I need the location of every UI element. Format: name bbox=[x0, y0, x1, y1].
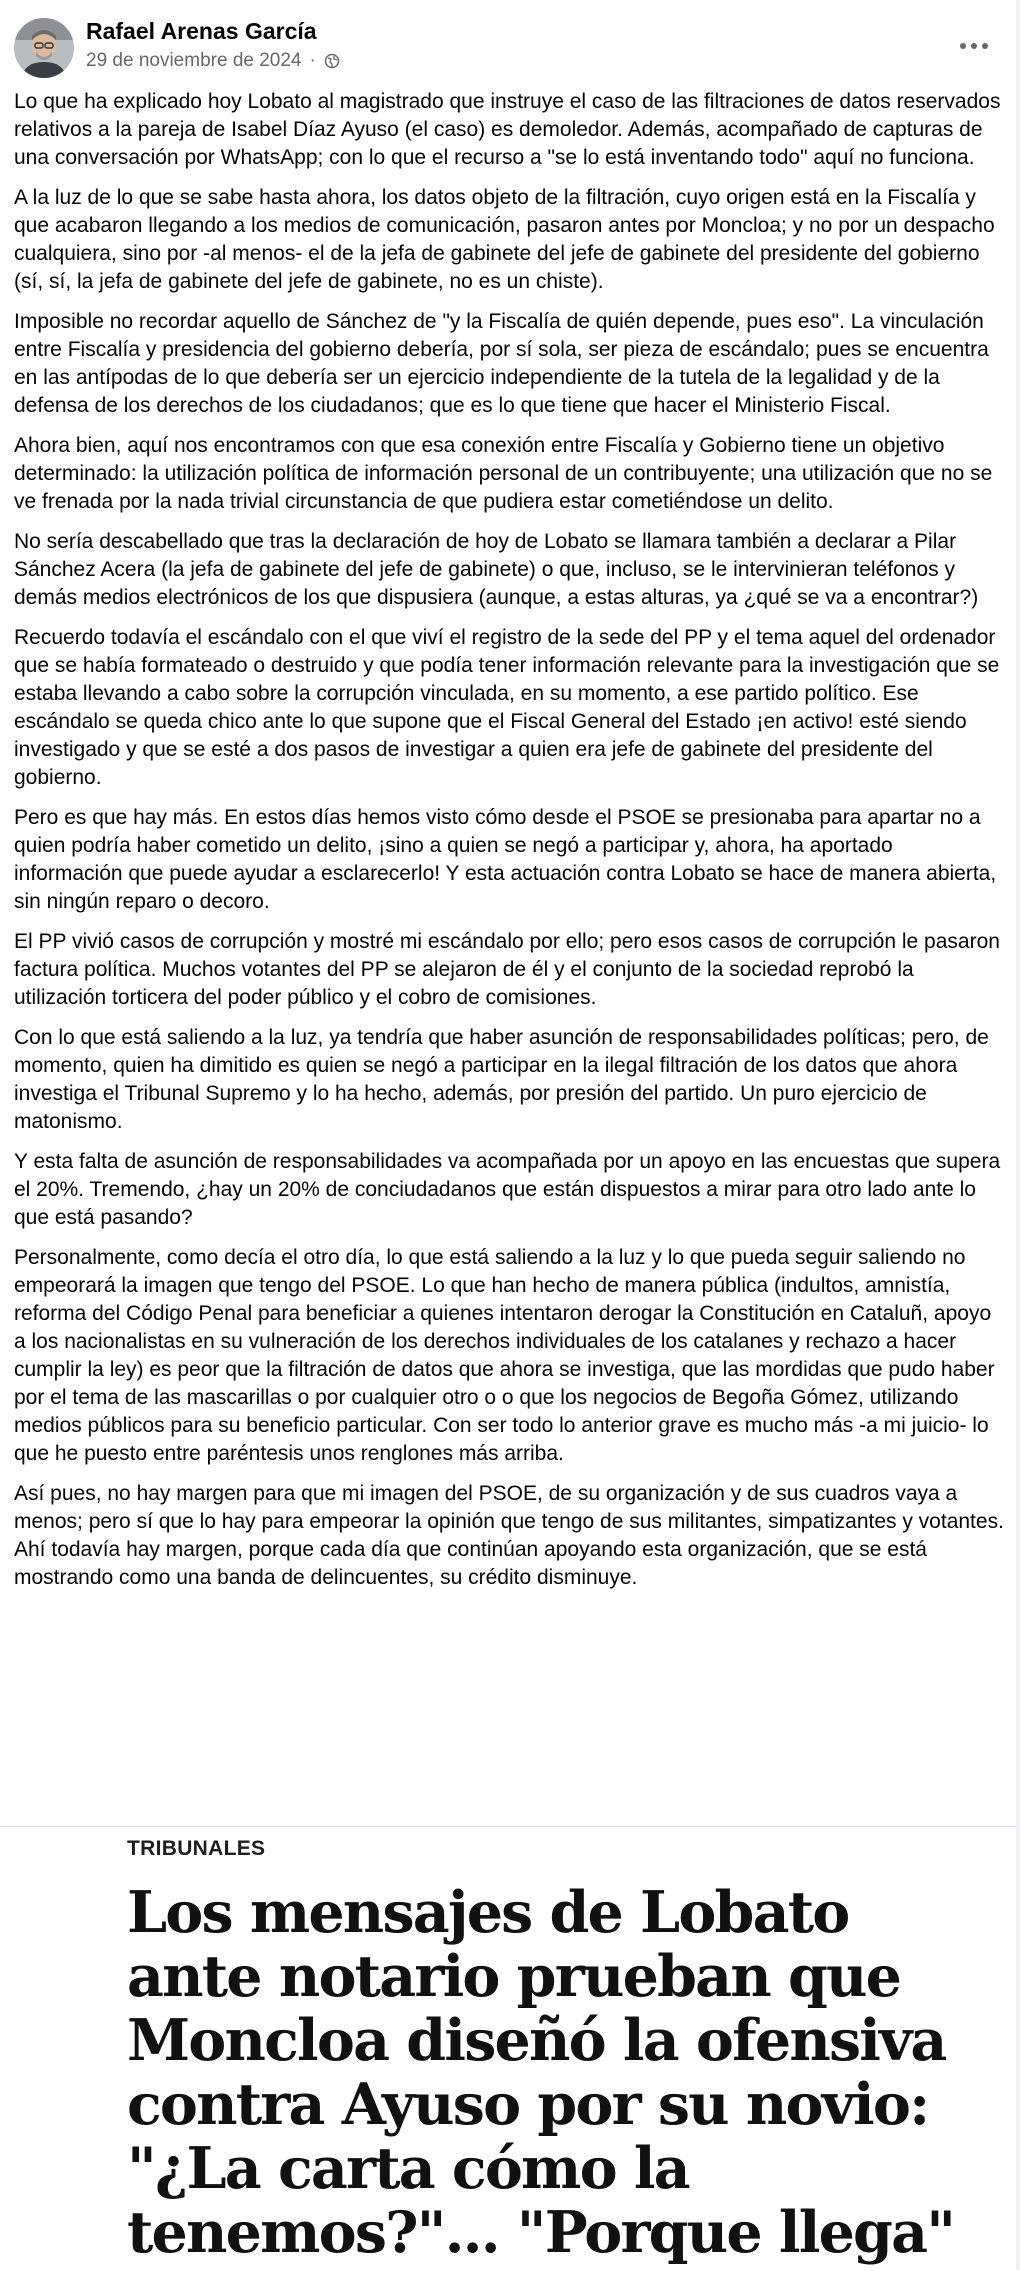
meta-separator: · bbox=[309, 50, 316, 71]
post-paragraph: Personalmente, como decía el otro día, lo que está saliendo a la luz y lo que pueda seguir saliendo no empeorará la imagen que tengo del PSOE. Lo que han hecho de manera pública (indultos, amnistía, reforma del Código Penal para beneficiar a quienes intentaron derogar la Constitución en Cataluñ, apoyo a los nacionalistas en su vulneración de los derechos individuales de los catalanes y rechazo a hacer cumplir la ley) es peor que la filtración de datos que ahora se investiga, que las mordidas que pudo haber por el tema de las mascarillas o por cualquier otro o o que los negocios de Begoña Gómez, utilizando medios públicos para su beneficio particular. Con ser todo lo anterior grave es mucho más -a mi juicio- lo que he puesto entre paréntesis unos renglones más arriba. bbox=[14, 1246, 995, 1465]
post-paragraph: No sería descabellado que tras la declaración de hoy de Lobato se llamara también a declarar a Pilar Sánchez Acera (la jefa de gabinete del jefe de gabinete) o que, incluso, se le intervinieran teléfonos y demás medios electrónicos de los que dispusiera (aunque, a estas alturas, ya ¿qué se va a encontrar?) bbox=[14, 530, 979, 609]
more-dot bbox=[971, 43, 977, 49]
post-paragraph: Así pues, no hay margen para que mi imagen del PSOE, de su organización y de sus cuadros vaya a menos; pero sí que lo hay para empeorar la opinión que tengo de sus militantes, simpatizantes y votantes. Ahí todavía hay margen, porque cada día que continúan apoyando esta organización, que se está mostrando como una banda de delincuentes, su crédito disminuye. bbox=[14, 1482, 1004, 1589]
more-dot bbox=[982, 43, 988, 49]
post-body bbox=[14, 88, 1006, 1604]
post-header bbox=[14, 14, 1006, 82]
avatar-photo bbox=[14, 18, 74, 78]
more-options-button[interactable] bbox=[952, 30, 996, 62]
post-paragraph: Imposible no recordar aquello de Sánchez de "y la Fiscalía de quién depende, pues eso". La vinculación entre Fiscalía y presidencia del gobierno debería, por sí sola, ser pieza de escándalo; pues se encuentra en las antípodas de lo que debería ser un ejercicio independiente de la tutela de la legalidad y de la defensa de los derechos de los ciudadanos; que es lo que tiene que hacer el Ministerio Fiscal. bbox=[14, 310, 989, 417]
post-paragraph: Ahora bien, aquí nos encontramos con que esa conexión entre Fiscalía y Gobierno tiene un objetivo determinado: la utilización política de información personal de un contribuyente; una utilización que no se ve frenada por la nada trivial circunstancia de que pudiera estar cometiéndose un delito. bbox=[14, 434, 993, 513]
post-paragraph: A la luz de lo que se sabe hasta ahora, los datos objeto de la filtración, cuyo origen está en la Fiscalía y que acabaron llegando a los medios de comunicación, pasaron antes por Moncloa; y no por un despacho cualquiera, sino por -al menos- el de la jefa de gabinete del jefe de gabinete del presidente del gobierno (sí, sí, la jefa de gabinete del jefe de gabinete, no es un chiste). bbox=[14, 186, 995, 293]
more-horizontal-icon bbox=[960, 43, 966, 49]
article-section-label: TRIBUNALES bbox=[127, 1837, 266, 1860]
post-paragraph: Lo que ha explicado hoy Lobato al magistrado que instruye el caso de las filtraciones de datos reservados relativos a la pareja de Isabel Díaz Ayuso (el caso) es demoledor. Además, acompañado de capturas de una conversación por WhatsApp; con lo que el recurso a "se lo está inventando todo" aquí no funciona. bbox=[14, 90, 1001, 169]
author-name[interactable]: Rafael Arenas García bbox=[86, 18, 317, 44]
article-headline[interactable]: Los mensajes de Lobato ante notario prueban que Moncloa diseñó la ofensiva contra Ayuso por su novio: "¿La carta cómo la tenemos?"... "Porque llega" bbox=[127, 1879, 955, 2266]
post-paragraph: El PP vivió casos de corrupción y mostré mi escándalo por ello; pero esos casos de corrupción le pasaron factura política. Muchos votantes del PP se alejaron de él y el conjunto de la sociedad reprobó la utilización torticera del poder público y el cobro de comisiones. bbox=[14, 930, 1000, 1009]
post-paragraph: Y esta falta de asunción de responsabilidades va acompañada por un apoyo en las encuestas que supera el 20%. Tremendo, ¿hay un 20% de conciudadanos que están dispuestos a mirar para otro lado ante lo que está pasando? bbox=[14, 1150, 1001, 1229]
post-paragraph: Pero es que hay más. En estos días hemos visto cómo desde el PSOE se presionaba para apartar no a quien podría haber cometido un delito, ¡sino a quien se negó a participar y, ahora, ha aportado información que puede ayudar a esclarecerlo! Y esta actuación contra Lobato se hace de manera abierta, sin ningún reparo o decoro. bbox=[14, 806, 997, 913]
post-paragraph: Con lo que está saliendo a la luz, ya tendría que haber asunción de responsabilidades políticas; pero, de momento, quien ha dimitido es quien se negó a participar en la ilegal filtración de los datos que ahora investiga el Tribunal Supremo y lo ha hecho, además, por presión del partido. Un puro ejercicio de matonismo. bbox=[14, 1026, 989, 1133]
post-date[interactable]: 29 de noviembre de 2024 bbox=[86, 50, 302, 71]
globe-icon[interactable] bbox=[324, 53, 340, 69]
post-meta bbox=[86, 50, 340, 72]
post-paragraph: Recuerdo todavía el escándalo con el que viví el registro de la sede del PP y el tema aquel del ordenador que se había formateado o destruido y que podía tener información relevante para la investigación que se estaba llevando a cabo sobre la corrupción vinculada, en su momento, a ese partido político. Ese escándalo se queda chico ante lo que supone que el Fiscal General del Estado ¡en activo! esté siendo investigado y que se esté a dos pasos de investigar a quien era jefe de gabinete del presidente del gobierno. bbox=[14, 626, 1000, 789]
avatar[interactable] bbox=[14, 18, 74, 78]
link-preview-card[interactable] bbox=[0, 1826, 1020, 2271]
page-edge bbox=[1016, 0, 1020, 2270]
